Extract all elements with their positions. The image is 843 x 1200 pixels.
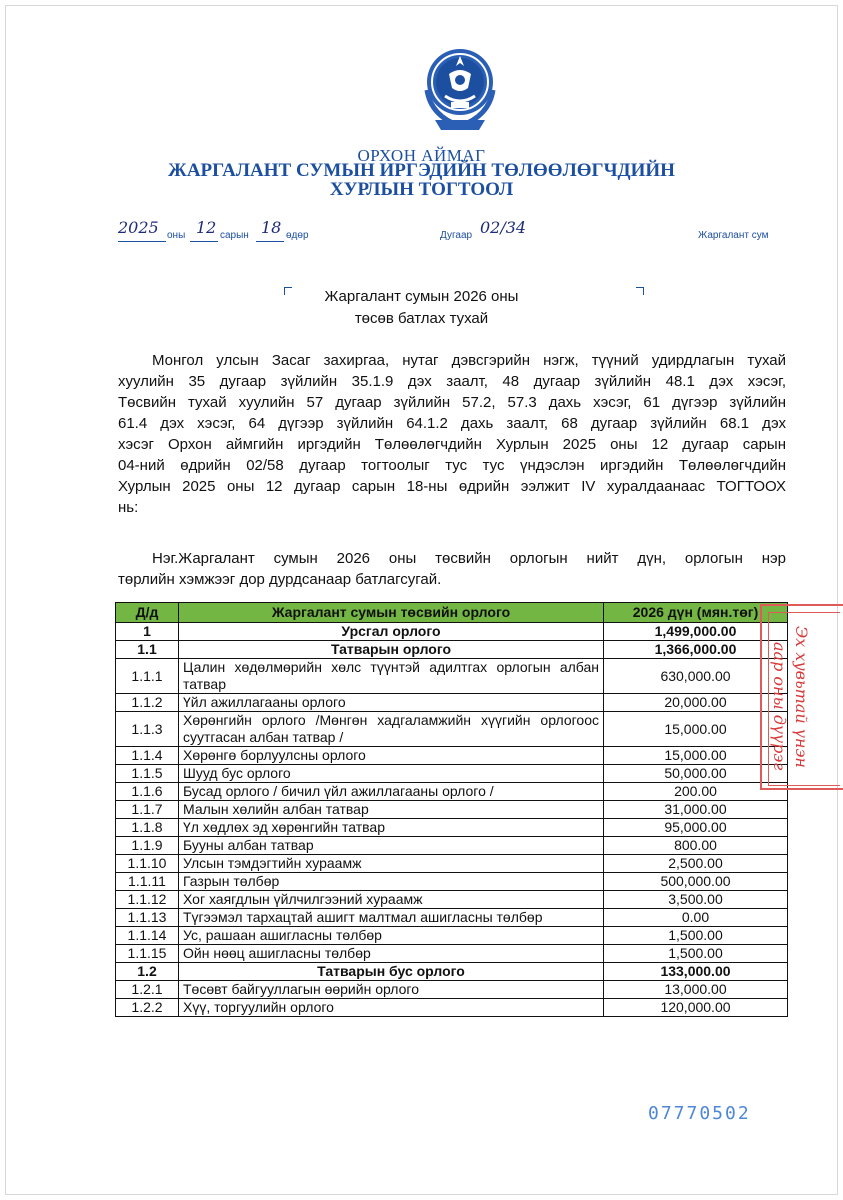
row-name: Үл хөдлөх эд хөрөнгийн татвар: [179, 819, 604, 837]
row-code: 1: [116, 623, 179, 641]
row-code: 1.1: [116, 641, 179, 659]
row-amount: 1,500.00: [604, 927, 788, 945]
certification-stamp: [760, 604, 843, 790]
budget-table: [115, 602, 788, 1017]
serial-number-stamp: 07770502: [648, 1103, 751, 1124]
preamble-line: нь:: [118, 499, 139, 516]
row-amount: 13,000.00: [604, 981, 788, 999]
table-header-row: [116, 603, 788, 623]
row-amount: 133,000.00: [604, 963, 788, 981]
row-name: Хөрөнгө борлуулсны орлого: [179, 747, 604, 765]
clause-line: төрлийн хэмжээг дор дурдсанаар батлагсугай.: [118, 571, 442, 588]
place-label: Жаргалант сум: [698, 230, 769, 241]
table-row: [116, 712, 788, 747]
number-label: Дугаар: [440, 230, 473, 241]
row-code: 1.1.13: [116, 909, 179, 927]
table-row: [116, 963, 788, 981]
column-header-name: Жаргалант сумын төсвийн орлого: [179, 603, 604, 623]
row-code: 1.2: [116, 963, 179, 981]
month-label: сарын: [220, 230, 249, 241]
table-row: [116, 659, 788, 694]
column-header-code: Д/д: [116, 603, 179, 623]
row-name: Улсын тэмдэгтийн хураамж: [179, 855, 604, 873]
subject-line1: Жаргалант сумын 2026 оны: [324, 288, 519, 305]
row-name: Хог хаягдлын үйлчилгээний хураамж: [179, 891, 604, 909]
row-code: 1.1.15: [116, 945, 179, 963]
row-code: 1.1.2: [116, 694, 179, 712]
table-row: [116, 819, 788, 837]
row-name: Урсгал орлого: [179, 623, 604, 641]
row-code: 1.1.8: [116, 819, 179, 837]
table-row: [116, 801, 788, 819]
row-code: 1.1.14: [116, 927, 179, 945]
row-name: Малын хөлийн албан татвар: [179, 801, 604, 819]
preamble-line: Хурлын 2025 оны 12 дугаар сарын 18-ны өдрийн ээлжит IV хуралдаанаас ТОГТООХ: [118, 478, 786, 495]
row-name: Хүү, торгуулийн орлого: [179, 999, 604, 1017]
day-label: өдөр: [286, 230, 309, 241]
year-underline: [118, 241, 166, 242]
row-name: Татварын орлого: [179, 641, 604, 659]
table-row: [116, 747, 788, 765]
date-line: [118, 218, 788, 246]
row-amount: 95,000.00: [604, 819, 788, 837]
row-name: Түгээмэл тархацтай ашигт малтмал ашигласны төлбөр: [179, 909, 604, 927]
row-name: Бусад орлого / бичил үйл ажиллагааны орлого /: [179, 783, 604, 801]
row-code: 1.1.7: [116, 801, 179, 819]
aimag-name: ОРХОН АЙМАГ: [357, 146, 486, 165]
row-code: 1.1.4: [116, 747, 179, 765]
table-row: [116, 945, 788, 963]
row-amount: 500,000.00: [604, 873, 788, 891]
table-row: [116, 694, 788, 712]
table-row: [116, 981, 788, 999]
row-amount: 50,000.00: [604, 765, 788, 783]
row-amount: 630,000.00: [604, 659, 788, 694]
preamble-line: Монгол улсын Засаг захиргаа, нутаг дэвсгэрийн нэгж, түүний удирдлагын тухай: [152, 352, 786, 369]
table-row: [116, 909, 788, 927]
day-underline: [256, 241, 284, 242]
table-row: [116, 927, 788, 945]
table-row: [116, 765, 788, 783]
subject-line2: төсөв батлах тухай: [354, 310, 489, 327]
row-amount: 800.00: [604, 837, 788, 855]
row-name: Газрын төлбөр: [179, 873, 604, 891]
row-amount: 0.00: [604, 909, 788, 927]
stamp-text-b: аар оны дүүрэг: [770, 642, 789, 771]
row-amount: 200.00: [604, 783, 788, 801]
preamble-line: Төсвийн тухай хуулийн 57 дугаар зүйлийн 57.2, 57.3 дахь хэсэг, 61 дүгээр зүйлийн: [118, 394, 786, 411]
table-row: [116, 641, 788, 659]
preamble-line: 61.4 дэх хэсэг, 64 дүгээр зүйлийн 64.1.2 дахь заалт, 68 дугаар зүйлийн 68.1 дэх: [118, 415, 786, 432]
row-name: Татварын бус орлого: [179, 963, 604, 981]
row-code: 1.1.6: [116, 783, 179, 801]
state-emblem-icon: [421, 44, 499, 132]
table-row: [116, 783, 788, 801]
row-name: Цалин хөдөлмөрийн хөлс түүнтэй адилтгах орлогын албан татвар: [179, 659, 604, 694]
row-amount: 120,000.00: [604, 999, 788, 1017]
table-row: [116, 623, 788, 641]
table-row: [116, 855, 788, 873]
row-code: 1.1.10: [116, 855, 179, 873]
preamble-line: хуулийн 35 дугаар зүйлийн 35.1.9 дэх заалт, 48 дугаар зүйлийн 48.1 дэх хэсэг,: [118, 373, 786, 390]
preamble-line: хэсэг Орхон аймгийн иргэдийн Төлөөлөгчдийн Хурлын 2025 оны 12 дугаар сарын: [118, 436, 786, 453]
column-header-amount: 2026 дүн (мян.төг): [604, 603, 788, 623]
row-name: Шууд бус орлого: [179, 765, 604, 783]
row-name: Үйл ажиллагааны орлого: [179, 694, 604, 712]
row-amount: 1,499,000.00: [604, 623, 788, 641]
year-handwritten: 2025: [118, 218, 159, 237]
preamble-line: 04-ний өдрийн 02/58 дугаар тогтоолыг тус тус үндэслэн иргэдийн Төлөөлөгчдийн: [118, 457, 786, 474]
row-code: 1.1.11: [116, 873, 179, 891]
table-row: [116, 999, 788, 1017]
row-amount: 2,500.00: [604, 855, 788, 873]
month-handwritten: 12: [196, 218, 217, 237]
row-amount: 3,500.00: [604, 891, 788, 909]
council-title-line1: ЖАРГАЛАНТ СУМЫН ИРГЭДИЙН ТӨЛӨӨЛӨГЧДИЙН: [168, 160, 675, 181]
row-code: 1.2.2: [116, 999, 179, 1017]
row-name: Бууны албан татвар: [179, 837, 604, 855]
table-row: [116, 891, 788, 909]
year-label: оны: [167, 230, 186, 241]
table-body: [116, 623, 788, 1017]
row-code: 1.1.12: [116, 891, 179, 909]
stamp-text-a: Эх хувьтай үнэн: [792, 626, 811, 768]
row-name: Төсөвт байгууллагын өөрийн орлого: [179, 981, 604, 999]
day-handwritten: 18: [261, 218, 282, 237]
row-code: 1.1.9: [116, 837, 179, 855]
clause-line: Нэг.Жаргалант сумын 2026 оны төсвийн орлогын нийт дүн, орлогын нэр: [152, 550, 786, 567]
row-amount: 1,366,000.00: [604, 641, 788, 659]
row-name: Хөрөнгийн орлого /Мөнгөн хадгаламжийн хүүгийн орлогоос суутгасан албан татвар /: [179, 712, 604, 747]
row-code: 1.2.1: [116, 981, 179, 999]
row-code: 1.1.1: [116, 659, 179, 694]
number-handwritten: 02/34: [480, 218, 527, 237]
row-name: Ус, рашаан ашигласны төлбөр: [179, 927, 604, 945]
clause-paragraph: [118, 548, 786, 590]
preamble-paragraph: [118, 350, 786, 518]
row-code: 1.1.5: [116, 765, 179, 783]
council-title-line2: ХУРЛЫН ТОГТООЛ: [329, 179, 514, 200]
month-underline: [190, 241, 218, 242]
row-amount: 31,000.00: [604, 801, 788, 819]
table-row: [116, 837, 788, 855]
row-code: 1.1.3: [116, 712, 179, 747]
row-name: Ойн нөөц ашигласны төлбөр: [179, 945, 604, 963]
row-amount: 15,000.00: [604, 747, 788, 765]
row-amount: 20,000.00: [604, 694, 788, 712]
row-amount: 1,500.00: [604, 945, 788, 963]
table-row: [116, 873, 788, 891]
row-amount: 15,000.00: [604, 712, 788, 747]
